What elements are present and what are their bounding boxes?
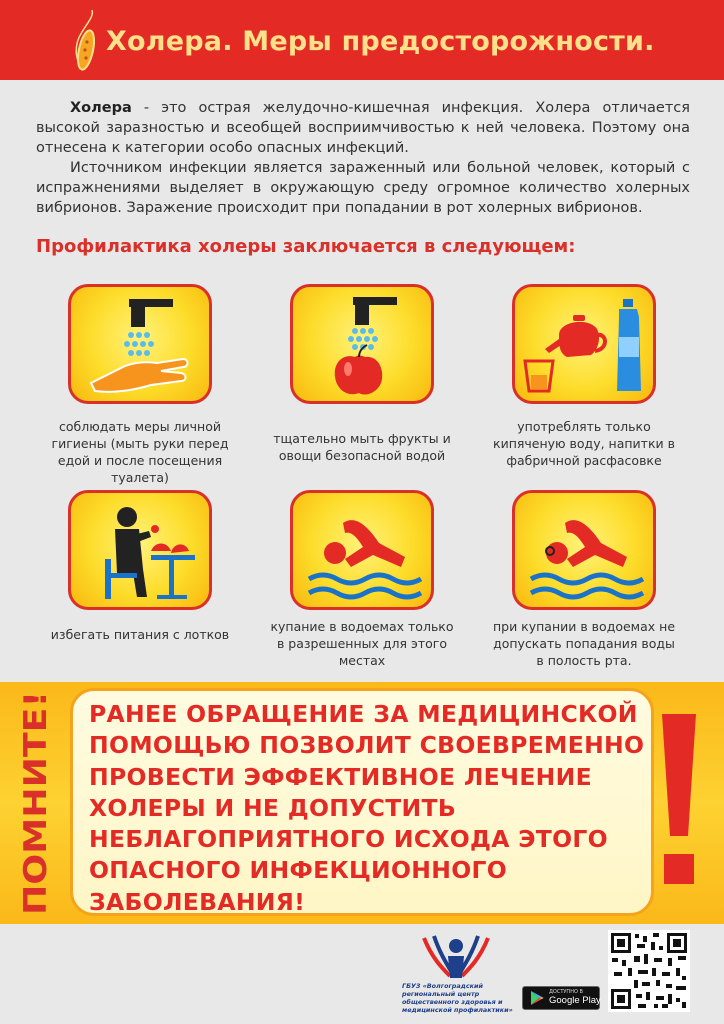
google-play-badge[interactable] xyxy=(522,986,600,1010)
fruit-washing-icon xyxy=(293,287,434,404)
organization-logo xyxy=(418,932,494,980)
measure-caption-6: при купании в водоемах не допускать попадания воды в полость рта. xyxy=(492,619,676,668)
measure-caption-1: соблюдать меры личной гигиены (мыть руки перед едой и после посещения туалета) xyxy=(51,419,229,485)
exclamation-mark xyxy=(656,708,702,888)
store-name: Google Play xyxy=(549,995,601,1006)
measure-caption-3: употреблять только кипяченую воду, напитки в фабричной расфасовке xyxy=(493,419,675,468)
organization-name: ГБУЗ «Волгоградский региональный центр общественного здоровья и медицинской профилактики» xyxy=(402,982,513,1014)
boiled-water-icon xyxy=(515,287,656,404)
term-cholera: Холера xyxy=(70,100,132,116)
prevention-heading: Профилактика холеры заключается в следующем: xyxy=(36,236,576,257)
street-food-icon xyxy=(71,493,212,610)
reminder-text: РАНЕЕ ОБРАЩЕНИЕ ЗА МЕДИЦИНСКОЙ ПОМОЩЬЮ ПОЗВОЛИТ СВОЕВРЕМЕННО ПРОВЕСТИ ЭФФЕКТИВНОЕ ЛЕЧЕНИЕ ХОЛЕРЫ И НЕ ДОПУСТИТЬ НЕБЛАГОПРИЯТНОГО ИСХОДА ЭТОГО ОПАСНОГО ИНФЕКЦИОННОГО ЗАБОЛЕВАНИЯ! xyxy=(89,700,645,916)
intro-paragraph-2: Источником инфекции является зараженный или больной человек, который с испражнениями выделяет в окружающую среду огромное количество холерных вибрионов. Заражение происходит при попадании в рот холерных вибрионов. xyxy=(36,160,690,216)
intro-definition: - это острая желудочно-кишечная инфекция. Холера отличается высокой заразностью и всеобщей восприимчивостью к ней человека. Поэтому она отнесена к категории особо опасных инфекций. xyxy=(36,100,690,156)
measure-tile-3 xyxy=(512,284,656,404)
hand-washing-icon xyxy=(71,287,212,404)
remember-label xyxy=(10,682,58,924)
intro-text xyxy=(36,98,690,218)
measure-tile-1 xyxy=(68,284,212,404)
measure-caption-2: тщательно мыть фрукты и овощи безопасной водой xyxy=(273,431,451,463)
intro-paragraph-1 xyxy=(36,98,690,158)
measure-tile-6 xyxy=(512,490,656,610)
store-caption: ДОСТУПНО В xyxy=(549,989,583,995)
vibrio-bacterium-icon xyxy=(70,4,110,74)
measure-caption-4: избегать питания с лотков xyxy=(50,627,230,642)
swimmer-mouth-icon xyxy=(515,493,656,610)
measure-tile-5 xyxy=(290,490,434,610)
page-title: Холера. Меры предосторожности. xyxy=(106,26,655,57)
reminder-panel xyxy=(70,688,654,916)
measure-caption-5: купание в водоемах только в разрешенных для этого местах xyxy=(270,619,454,668)
google-play-icon xyxy=(529,990,545,1006)
qr-code[interactable] xyxy=(608,930,690,1012)
header-bar xyxy=(0,0,724,80)
measure-tile-2 xyxy=(290,284,434,404)
swimmer-icon xyxy=(293,493,434,610)
measure-tile-4 xyxy=(68,490,212,610)
svg-text:ПОМНИТЕ!: ПОМНИТЕ! xyxy=(18,723,54,915)
